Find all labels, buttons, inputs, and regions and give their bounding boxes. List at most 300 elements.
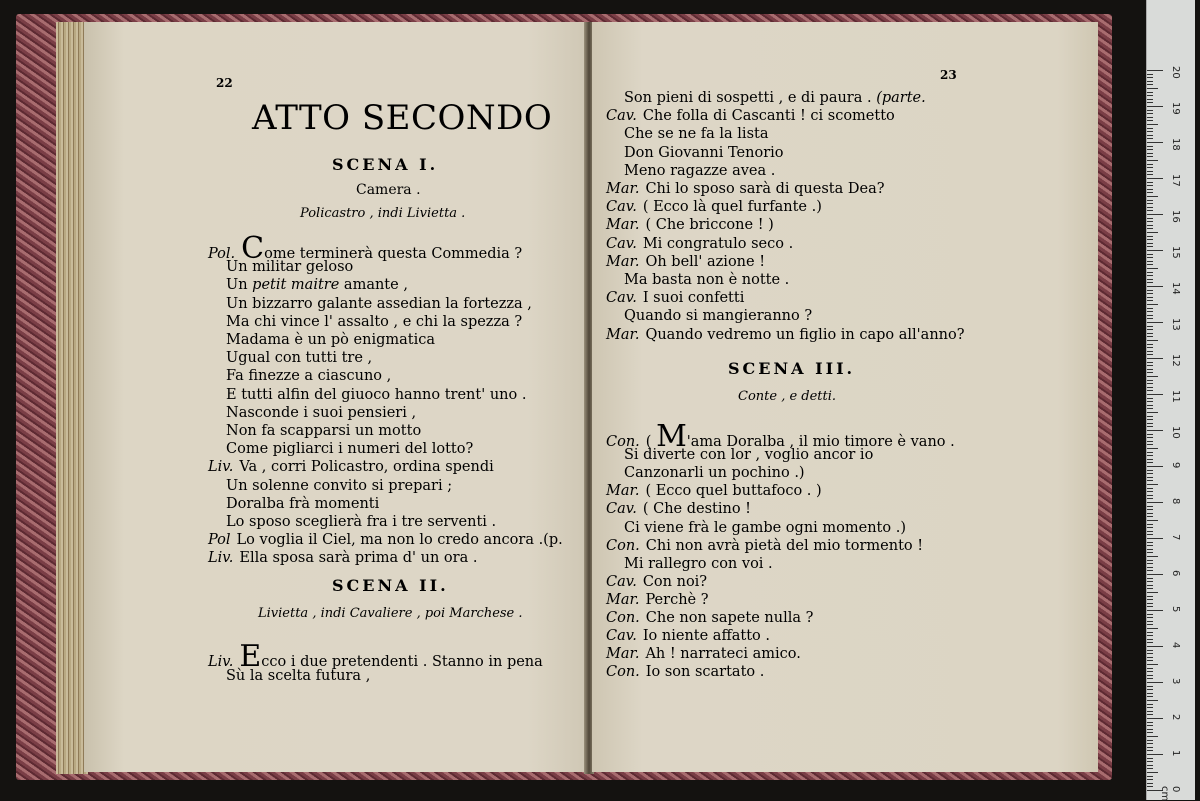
- ruler-tick: [1147, 538, 1163, 539]
- speaker-label: Liv.: [208, 550, 234, 567]
- line-text: Ma basta non è notte .: [624, 272, 790, 288]
- ruler-tick: [1147, 297, 1153, 298]
- ruler-label: 8: [1170, 498, 1181, 505]
- ruler-tick: [1147, 599, 1153, 600]
- line-text: Ma chi vince l' assalto , e chi la spezza ?: [226, 313, 523, 330]
- ruler-tick: [1147, 722, 1153, 723]
- line-text: Io son scartato .: [645, 664, 765, 681]
- ruler-tick: [1147, 293, 1153, 294]
- ruler-tick: [1147, 682, 1163, 683]
- ruler-tick: [1147, 560, 1153, 561]
- ruler-tick: [1147, 455, 1153, 456]
- ruler-tick: [1147, 786, 1153, 787]
- line-text: Don Giovanni Tenorio: [624, 144, 784, 161]
- ruler-tick: [1147, 513, 1153, 514]
- ruler-tick: [1147, 110, 1153, 111]
- ruler-tick: [1147, 462, 1153, 463]
- ruler-tick: [1147, 480, 1153, 481]
- verse-line: [208, 458, 494, 476]
- page-number-left: 22: [216, 76, 233, 90]
- verse-line: [208, 367, 391, 385]
- verse-line: [208, 440, 473, 458]
- drop-capital: E: [239, 639, 262, 674]
- verse-line: [606, 645, 801, 663]
- ruler-tick: [1147, 448, 1158, 449]
- ruler-label: 11: [1170, 390, 1181, 403]
- ruler-label: 6: [1170, 570, 1181, 577]
- verse-line: [606, 555, 773, 573]
- verse-line: [606, 144, 784, 162]
- ruler-tick: [1147, 743, 1153, 744]
- ruler-tick: [1147, 758, 1153, 759]
- verse-line: [606, 482, 822, 500]
- ruler-tick: [1147, 736, 1158, 737]
- line-text: Meno ragazze avea .: [624, 162, 776, 179]
- ruler-tick: [1147, 329, 1153, 330]
- ruler-tick: [1147, 196, 1158, 197]
- speaker-label: Cav.: [606, 108, 637, 125]
- ruler-tick: [1147, 387, 1153, 388]
- ruler-tick: [1147, 520, 1158, 521]
- verse-line: [208, 295, 532, 313]
- ruler-tick: [1147, 135, 1153, 136]
- ruler-tick: [1147, 657, 1153, 658]
- ruler-tick: [1147, 156, 1153, 157]
- ruler-tick: [1147, 304, 1158, 305]
- verse-line: [606, 216, 774, 234]
- ruler-tick: [1147, 416, 1153, 417]
- ruler-tick: [1147, 779, 1153, 780]
- speaker-label: Cav.: [606, 290, 637, 307]
- ruler-tick: [1147, 279, 1153, 280]
- ruler-label: 5: [1170, 606, 1181, 613]
- scene-1-setting: Camera .: [356, 182, 421, 198]
- ruler-tick: [1147, 207, 1153, 208]
- ruler-tick: [1147, 398, 1153, 399]
- ruler-tick: [1147, 412, 1158, 413]
- ruler-label: 9: [1170, 462, 1181, 469]
- verse-line: [606, 627, 770, 645]
- ruler-tick: [1147, 340, 1158, 341]
- ruler-tick: [1147, 322, 1163, 323]
- ruler-tick: [1147, 729, 1153, 730]
- speaker-label: Cav.: [606, 573, 637, 590]
- line-text: Che non sapete nulla ?: [645, 610, 814, 626]
- ruler-tick: [1147, 466, 1163, 467]
- ruler-tick: [1147, 236, 1153, 237]
- verse-line: [606, 180, 885, 198]
- verse-line: [208, 667, 370, 685]
- ruler-tick: [1147, 678, 1153, 679]
- line-text: Ci viene frà le gambe ogni momento .): [624, 519, 906, 536]
- ruler-label: 18: [1170, 138, 1181, 151]
- line-text: Io niente affatto .: [642, 628, 771, 645]
- line-text: Mi rallegro con voi .: [624, 555, 773, 572]
- verse-line: [606, 235, 793, 253]
- line-text: Che folla di Cascanti ! ci scometto: [642, 108, 895, 125]
- scene-1-characters: Policastro , indi Livietta .: [300, 206, 466, 221]
- ruler-tick: [1147, 423, 1153, 424]
- ruler-tick: [1147, 95, 1153, 96]
- ruler-tick: [1147, 239, 1153, 240]
- ruler-tick: [1147, 570, 1153, 571]
- ruler-tick: [1147, 700, 1158, 701]
- speaker-label: Mar.: [606, 253, 640, 270]
- speaker-label: Mar.: [606, 646, 640, 663]
- verse-line: [606, 107, 895, 125]
- speaker-label: Cav.: [606, 501, 637, 518]
- ruler-tick: [1147, 696, 1153, 697]
- speaker-label: Liv.: [208, 459, 234, 476]
- verse-line: [606, 198, 822, 216]
- ruler-tick: [1147, 315, 1153, 316]
- ruler-tick: [1147, 768, 1153, 769]
- ruler-tick: [1147, 354, 1153, 355]
- ruler-tick: [1147, 592, 1158, 593]
- ruler-tick: [1147, 668, 1153, 669]
- line-text: Un solenne convito si prepari ;: [226, 477, 453, 494]
- line-text: Sù la scelta futura ,: [226, 667, 371, 684]
- ruler-tick: [1147, 632, 1153, 633]
- ruler-tick: [1147, 740, 1153, 741]
- scene-3-heading: SCENA III.: [728, 359, 856, 378]
- ruler-tick: [1147, 585, 1153, 586]
- ruler-tick: [1147, 146, 1153, 147]
- line-text: Doralba frà momenti: [226, 495, 380, 512]
- verse-line: [606, 253, 765, 271]
- ruler-label: 15: [1170, 246, 1181, 259]
- line-text: Ella sposa sarà prima d' un ora .: [239, 550, 478, 567]
- speaker-label: Mar.: [606, 326, 640, 343]
- line-text: ( Che briccone ! ): [645, 217, 774, 234]
- ruler-tick: [1147, 70, 1163, 71]
- speaker-label: Con.: [606, 434, 640, 450]
- ruler-tick: [1147, 516, 1153, 517]
- ruler-tick: [1147, 610, 1163, 611]
- ruler-tick: [1147, 318, 1153, 319]
- ruler-tick: [1147, 390, 1153, 391]
- ruler-tick: [1147, 358, 1163, 359]
- verse-line: [208, 313, 522, 331]
- line-text: Ah ! narrateci amico.: [645, 646, 801, 663]
- ruler-tick: [1147, 81, 1153, 82]
- ruler-tick: [1147, 189, 1153, 190]
- ruler-tick: [1147, 333, 1153, 334]
- ruler-tick: [1147, 531, 1153, 532]
- ruler-tick: [1147, 261, 1153, 262]
- ruler-tick: [1147, 639, 1153, 640]
- ruler-tick: [1147, 772, 1158, 773]
- ruler-tick: [1147, 113, 1153, 114]
- ruler-label: 14: [1170, 282, 1181, 295]
- ruler-tick: [1147, 527, 1153, 528]
- ruler-tick: [1147, 556, 1158, 557]
- ruler-tick: [1147, 369, 1153, 370]
- ruler-label: 17: [1170, 174, 1181, 187]
- line-text: Quando vedremo un figlio in capo all'anno?: [645, 326, 965, 343]
- ruler-tick: [1147, 408, 1153, 409]
- line-text: Lo voglia il Ciel, ma non lo credo ancora .(p.: [236, 532, 563, 549]
- ruler-tick: [1147, 228, 1153, 229]
- ruler-tick: [1147, 437, 1153, 438]
- line-text: ( Che destino !: [642, 501, 751, 518]
- ruler-tick: [1147, 524, 1153, 525]
- scene-3-characters: Conte , e detti.: [738, 389, 837, 404]
- ruler-tick: [1147, 473, 1153, 474]
- ruler-tick: [1147, 84, 1153, 85]
- ruler-tick: [1147, 488, 1153, 489]
- ruler-tick: [1147, 484, 1158, 485]
- verse-line: [208, 513, 496, 531]
- verse-line: [606, 446, 873, 464]
- line-text: Oh bell' azione !: [645, 253, 766, 270]
- speaker-label: Mar.: [606, 483, 640, 500]
- ruler-tick: [1147, 430, 1163, 431]
- ruler-tick: [1147, 419, 1153, 420]
- ruler-label: 10: [1170, 426, 1181, 439]
- ruler-tick: [1147, 142, 1163, 143]
- scene-2-characters: Livietta , indi Cavaliere , poi Marchese .: [258, 606, 523, 621]
- line-text: ( Ecco quel buttafoco . ): [645, 483, 822, 500]
- speaker-label: Cav.: [606, 199, 637, 216]
- measuring-ruler: [1146, 0, 1195, 800]
- ruler-tick: [1147, 308, 1153, 309]
- ruler-tick: [1147, 394, 1163, 395]
- ruler-tick: [1147, 286, 1163, 287]
- verse-line: [208, 495, 379, 513]
- verse-line: [606, 500, 751, 518]
- verse-line: [208, 386, 526, 404]
- verse-line: [208, 531, 563, 549]
- ruler-tick: [1147, 383, 1153, 384]
- ruler-tick: [1147, 300, 1153, 301]
- ruler-label: 20: [1170, 66, 1181, 79]
- speaker-label: Con.: [606, 610, 640, 626]
- verse-line: [606, 89, 926, 107]
- verse-line: [208, 258, 353, 276]
- ruler-tick: [1147, 120, 1153, 121]
- ruler-tick: [1147, 210, 1153, 211]
- ruler-tick: [1147, 232, 1158, 233]
- ruler-label: 19: [1170, 102, 1181, 115]
- ruler-tick: [1147, 138, 1153, 139]
- line-text: cco i due pretendenti . Stanno in pena: [261, 654, 543, 670]
- verse-line: [606, 289, 744, 307]
- ruler-tick: [1147, 754, 1163, 755]
- speaker-label: Pol.: [208, 246, 236, 262]
- line-text: Con noi?: [642, 573, 708, 590]
- ruler-tick: [1147, 783, 1153, 784]
- ruler-tick: [1147, 549, 1153, 550]
- line-text: Nasconde i suoi pensieri ,: [226, 404, 417, 421]
- line-text: Canzonarli un pochino .): [624, 465, 805, 482]
- ruler-tick: [1147, 664, 1158, 665]
- speaker-label: Con.: [606, 537, 640, 554]
- ruler-label: 2: [1170, 714, 1181, 721]
- page-number-right: 23: [940, 68, 957, 82]
- line-text: Madama è un pò enigmatica: [226, 332, 435, 348]
- ruler-tick: [1147, 257, 1153, 258]
- line-text: Fa finezze a ciascuno ,: [226, 368, 392, 385]
- ruler-tick: [1147, 365, 1153, 366]
- line-text: Son pieni di sospetti , e di paura .: [624, 90, 872, 106]
- ruler-tick: [1147, 182, 1153, 183]
- ruler-tick: [1147, 750, 1153, 751]
- ruler-tick: [1147, 660, 1153, 661]
- ruler-tick: [1147, 711, 1153, 712]
- line-text: Mi congratulo seco .: [642, 235, 794, 252]
- ruler-tick: [1147, 498, 1153, 499]
- ruler-tick: [1147, 675, 1153, 676]
- ruler-tick: [1147, 203, 1153, 204]
- ruler-tick: [1147, 214, 1163, 215]
- verse-line: [606, 663, 764, 681]
- ruler-tick: [1147, 617, 1153, 618]
- line-text: Un bizzarro galante assedian la fortezza ,: [226, 295, 532, 312]
- verse-line: [606, 307, 812, 325]
- ruler-label: 4: [1170, 642, 1181, 649]
- ruler-tick: [1147, 344, 1153, 345]
- scene-2-heading: SCENA II.: [332, 576, 449, 595]
- line-text: Perchè ?: [645, 591, 709, 608]
- ruler-tick: [1147, 128, 1153, 129]
- line-text: Che se ne fa la lista: [624, 126, 769, 143]
- ruler-tick: [1147, 153, 1153, 154]
- ruler-tick: [1147, 552, 1153, 553]
- ruler-tick: [1147, 545, 1153, 546]
- ruler-tick: [1147, 459, 1153, 460]
- ruler-tick: [1147, 642, 1153, 643]
- verse-line: [208, 422, 421, 440]
- ruler-tick: [1147, 603, 1153, 604]
- ruler-tick: [1147, 336, 1153, 337]
- ruler-tick: [1147, 221, 1153, 222]
- ruler-tick: [1147, 171, 1153, 172]
- line-text: Chi non avrà pietà del mio tormento !: [645, 537, 924, 554]
- ruler-tick: [1147, 621, 1153, 622]
- ruler-tick: [1147, 646, 1163, 647]
- stage-direction: (parte.: [871, 90, 926, 106]
- ruler-tick: [1147, 567, 1153, 568]
- verse-line: [208, 276, 408, 294]
- ruler-label: 1: [1170, 750, 1181, 757]
- speaker-label: Mar.: [606, 181, 640, 197]
- ruler-tick: [1147, 131, 1153, 132]
- ruler-tick: [1147, 74, 1153, 75]
- ruler-tick: [1147, 351, 1153, 352]
- drop-capital: C: [241, 231, 265, 266]
- ruler-tick: [1147, 167, 1153, 168]
- ruler-tick: [1147, 290, 1153, 291]
- line-text: E tutti alfin del giuoco hanno trent' uno .: [226, 386, 527, 403]
- ruler-tick: [1147, 362, 1153, 363]
- ruler-tick: [1147, 707, 1153, 708]
- ruler-tick: [1147, 588, 1153, 589]
- verse-line: [208, 549, 477, 567]
- ruler-tick: [1147, 574, 1163, 575]
- verse-line: [606, 162, 775, 180]
- ruler-tick: [1147, 311, 1153, 312]
- ruler-tick: [1147, 426, 1153, 427]
- ruler-tick: [1147, 192, 1153, 193]
- ruler-tick: [1147, 495, 1153, 496]
- italic-phrase: petit maitre: [252, 277, 340, 294]
- ruler-tick: [1147, 243, 1153, 244]
- ruler-tick: [1147, 99, 1153, 100]
- ruler-tick: [1147, 401, 1153, 402]
- ruler-tick: [1147, 542, 1153, 543]
- verse-line: [606, 464, 805, 482]
- ruler-tick: [1147, 732, 1153, 733]
- speaker-label: Mar.: [606, 217, 640, 234]
- ruler-label: 3: [1170, 678, 1181, 685]
- line-prefix: (: [645, 434, 657, 450]
- verse-line: [606, 519, 906, 537]
- verse-line: [606, 573, 707, 591]
- ruler-tick: [1147, 761, 1153, 762]
- ruler-tick: [1147, 441, 1153, 442]
- ruler-tick: [1147, 578, 1153, 579]
- ruler-tick: [1147, 376, 1158, 377]
- speaker-label: Liv.: [208, 654, 234, 670]
- ruler-tick: [1147, 88, 1158, 89]
- ruler-tick: [1147, 671, 1153, 672]
- ruler-tick: [1147, 124, 1158, 125]
- line-text: Un militar geloso: [226, 259, 354, 276]
- line-text: amante ,: [339, 277, 408, 294]
- verse-line: [606, 609, 813, 627]
- ruler-tick: [1147, 776, 1153, 777]
- ruler-tick: [1147, 686, 1153, 687]
- verse-line: [606, 591, 709, 609]
- ruler-tick: [1147, 509, 1153, 510]
- verse-line: [606, 125, 768, 143]
- ruler-label: 7: [1170, 534, 1181, 541]
- ruler-tick: [1147, 624, 1153, 625]
- ruler-tick: [1147, 218, 1153, 219]
- ruler-tick: [1147, 77, 1153, 78]
- ruler-tick: [1147, 272, 1153, 273]
- ruler-tick: [1147, 254, 1153, 255]
- ruler-tick: [1147, 452, 1153, 453]
- ruler-tick: [1147, 506, 1153, 507]
- ruler-tick: [1147, 704, 1153, 705]
- ruler-tick: [1147, 581, 1153, 582]
- ruler-tick: [1147, 606, 1153, 607]
- ruler-tick: [1147, 614, 1153, 615]
- ruler-tick: [1147, 635, 1153, 636]
- ruler-tick: [1147, 268, 1158, 269]
- line-text: 'ama Doralba , il mio timore è vano .: [686, 434, 955, 450]
- ruler-tick: [1147, 178, 1163, 179]
- ruler-tick: [1147, 106, 1163, 107]
- line-text: Si diverte con lor , voglio ancor io: [624, 447, 874, 464]
- ruler-tick: [1147, 534, 1153, 535]
- ruler-tick: [1147, 185, 1153, 186]
- ruler-label: 16: [1170, 210, 1181, 223]
- ruler-tick: [1147, 250, 1163, 251]
- line-text: Ugual con tutti tre ,: [226, 350, 373, 367]
- ruler-tick: [1147, 164, 1153, 165]
- ruler-tick: [1147, 765, 1153, 766]
- ruler-tick: [1147, 405, 1153, 406]
- verse-line: [606, 537, 923, 555]
- ruler-tick: [1147, 225, 1153, 226]
- speaker-label: Cav.: [606, 235, 637, 252]
- ruler-tick: [1147, 92, 1153, 93]
- ruler-tick: [1147, 160, 1158, 161]
- verse-line: [606, 271, 789, 289]
